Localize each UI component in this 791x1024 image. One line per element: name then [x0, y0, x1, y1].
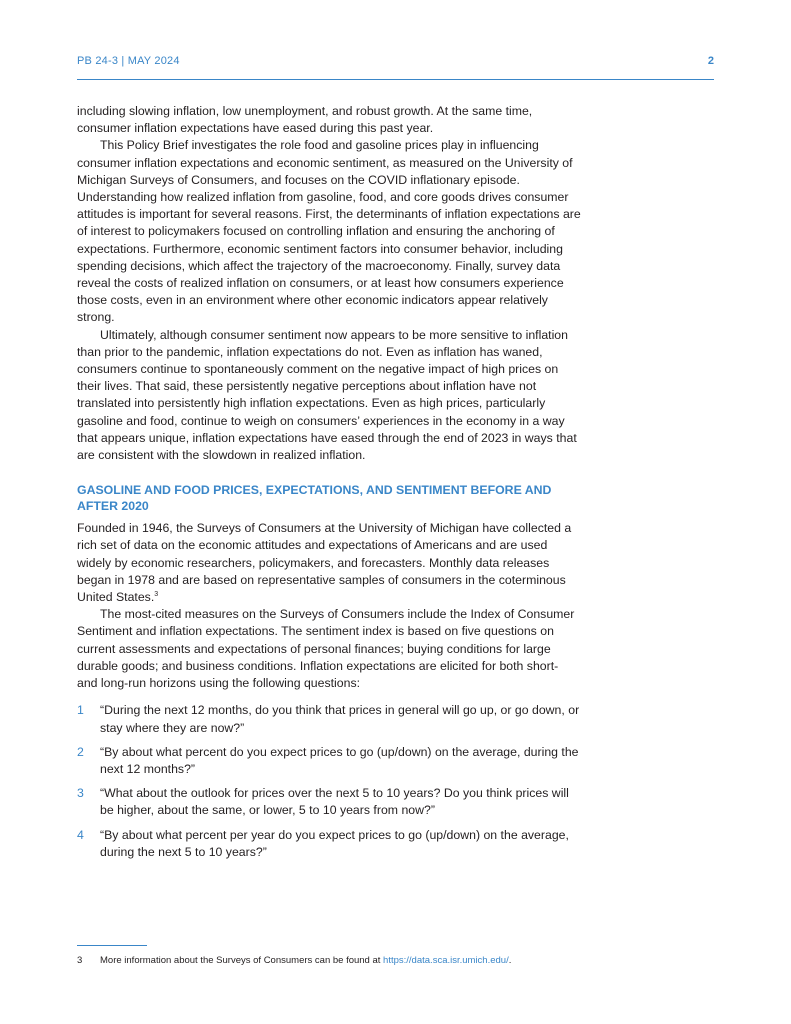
main-content: [77, 103, 582, 868]
page-number: 2: [707, 55, 714, 67]
list-item: [77, 744, 582, 778]
list-item: [77, 702, 582, 736]
list-number: 1: [77, 703, 84, 718]
paragraph-text: Founded in 1946, the Surveys of Consumers at the University of Michigan have collected a rich set of data on the economic attitudes and expectations of Americans and are used widely by economic researchers, policymakers, and forecasters. Monthly data releases began in 1978 and are based on representative samples of consumers in the coterminous United States.: [77, 521, 572, 605]
publication-id: PB 24-3 | MAY 2024: [77, 55, 180, 67]
footnote-end: .: [508, 955, 512, 966]
body-paragraph: This Policy Brief investigates the role food and gasoline prices play in influencing consumer inflation expectations and economic sentiment, as measured on the University of Michigan Surveys of Consumers, and focuses on the COVID inflationary episode. Understanding how realized inflation from gasoline, food, and core goods drives consumer attitudes is important for several reasons. First, the determinants of inflation expectations are of interest to policymakers focused on controlling inflation and ensuring the anchoring of expectations. Furthermore, economic sentiment factors into consumer behavior, including spending decisions, which affect the trajectory of the macroeconomy. Finally, survey data reveal the costs of realized inflation on consumers, or at least how consumers experience those costs, even in an environment where other economic indicators appear relatively strong.: [77, 138, 581, 325]
body-paragraph: [77, 520, 582, 606]
question-text: “By about what percent do you expect prices to go (up/down) on the average, during the next 12 months?”: [100, 744, 579, 776]
footnote-divider: [77, 945, 147, 946]
footnote: [77, 955, 582, 967]
list-item: [77, 785, 582, 819]
footnote-link[interactable]: https://data.sca.isr.umich.edu/: [383, 955, 509, 966]
section-heading: GASOLINE AND FOOD PRICES, EXPECTATIONS, AND SENTIMENT BEFORE AND AFTER 2020: [77, 483, 552, 514]
question-list: [77, 702, 582, 861]
footnote-number: 3: [77, 955, 83, 966]
page-header: [77, 55, 714, 80]
list-number: 4: [77, 827, 84, 842]
body-paragraph: The most-cited measures on the Surveys of Consumers include the Index of Consumer Sentiment and inflation expectations. The sentiment index is based on five questions on current assessments and expectations of personal finances; buying conditions for large durable goods; and business conditions. Inflation expectations are elicited for both short- and long-run horizons using the following questions:: [77, 607, 575, 691]
list-number: 2: [77, 744, 84, 759]
footnote-reference[interactable]: 3: [154, 590, 159, 598]
footnote-text: [100, 955, 582, 967]
body-paragraph: Ultimately, although consumer sentiment now appears to be more sensitive to inflation than prior to the pandemic, inflation expectations do not. Even as inflation has waned, consumers continue to spontaneously comment on the negative impact of high prices on their lives. That said, these persistently negative perceptions about inflation have not translated into persistently high inflation expectations. Even as high prices, particularly gasoline and food, continue to weigh on consumers’ experiences in the economy in a way that appears unique, inflation expectations have eased through the end of 2023 in ways that are consistent with the slowdown in realized inflation.: [77, 327, 577, 463]
question-text: “By about what percent per year do you expect prices to go (up/down) on the average, during the next 5 to 10 years?”: [100, 827, 569, 859]
question-text: “During the next 12 months, do you think that prices in general will go up, or go down, or stay where they are now?”: [100, 703, 580, 735]
footnote-body: More information about the Surveys of Consumers can be found at: [100, 955, 384, 966]
list-number: 3: [77, 786, 84, 801]
body-paragraph: including slowing inflation, low unemployment, and robust growth. At the same time, consumer inflation expectations have eased during this past year.: [77, 104, 533, 136]
question-text: “What about the outlook for prices over the next 5 to 10 years? Do you think prices will be higher, about the same, or lower, 5 to 10 years from now?”: [100, 786, 569, 818]
list-item: [77, 827, 582, 861]
